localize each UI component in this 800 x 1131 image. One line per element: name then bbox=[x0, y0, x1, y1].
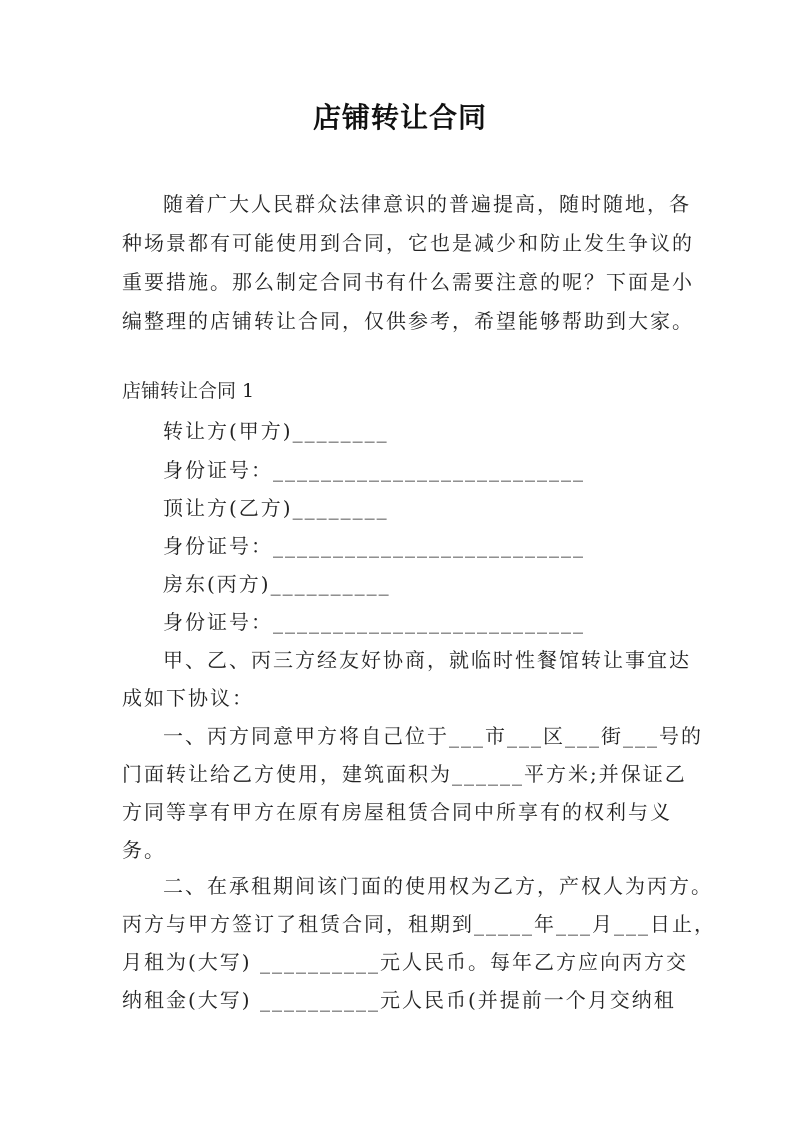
clause-line: 一、丙方同意甲方将自己位于___市___区___街___号的 bbox=[163, 724, 703, 748]
clause-line: 甲、乙、丙三方经友好协商，就临时性餐馆转让事宜达 bbox=[163, 648, 691, 672]
clause-line: 务。 bbox=[122, 838, 166, 862]
clause-line: 月租为(大写) __________元人民币。每年乙方应向丙方交 bbox=[122, 950, 688, 974]
intro-line: 随着广大人民群众法律意识的普遍提高，随时随地，各 bbox=[163, 192, 691, 216]
party-line: 房东(丙方)__________ bbox=[163, 572, 391, 596]
intro-line: 种场景都有可能使用到合同，它也是减少和防止发生争议的 bbox=[122, 231, 694, 255]
clause-line: 丙方与甲方签订了租赁合同，租期到_____年___月___日止， bbox=[122, 912, 716, 936]
clause-line: 门面转让给乙方使用，建筑面积为______平方米;并保证乙 bbox=[122, 762, 687, 786]
clause-line: 方同等享有甲方在原有房屋租赁合同中所享有的权利与义 bbox=[122, 800, 672, 824]
clause-line: 纳租金(大写) __________元人民币(并提前一个月交纳租 bbox=[122, 988, 676, 1012]
intro-line: 编整理的店铺转让合同，仅供参考，希望能够帮助到大家。 bbox=[122, 309, 694, 333]
party-line: 身份证号：__________________________ bbox=[163, 534, 585, 558]
party-line: 转让方(甲方)________ bbox=[163, 419, 389, 443]
section-heading: 店铺转让合同 1 bbox=[122, 380, 255, 402]
intro-line: 重要措施。那么制定合同书有什么需要注意的呢？下面是小 bbox=[122, 270, 694, 294]
document-title: 店铺转让合同 bbox=[312, 101, 487, 134]
clause-line: 二、在承租期间该门面的使用权为乙方，产权人为丙方。 bbox=[163, 874, 713, 898]
party-line: 身份证号：__________________________ bbox=[163, 610, 585, 634]
party-line: 顶让方(乙方)________ bbox=[163, 496, 389, 520]
clause-line: 成如下协议： bbox=[122, 686, 254, 710]
party-line: 身份证号：__________________________ bbox=[163, 458, 585, 482]
